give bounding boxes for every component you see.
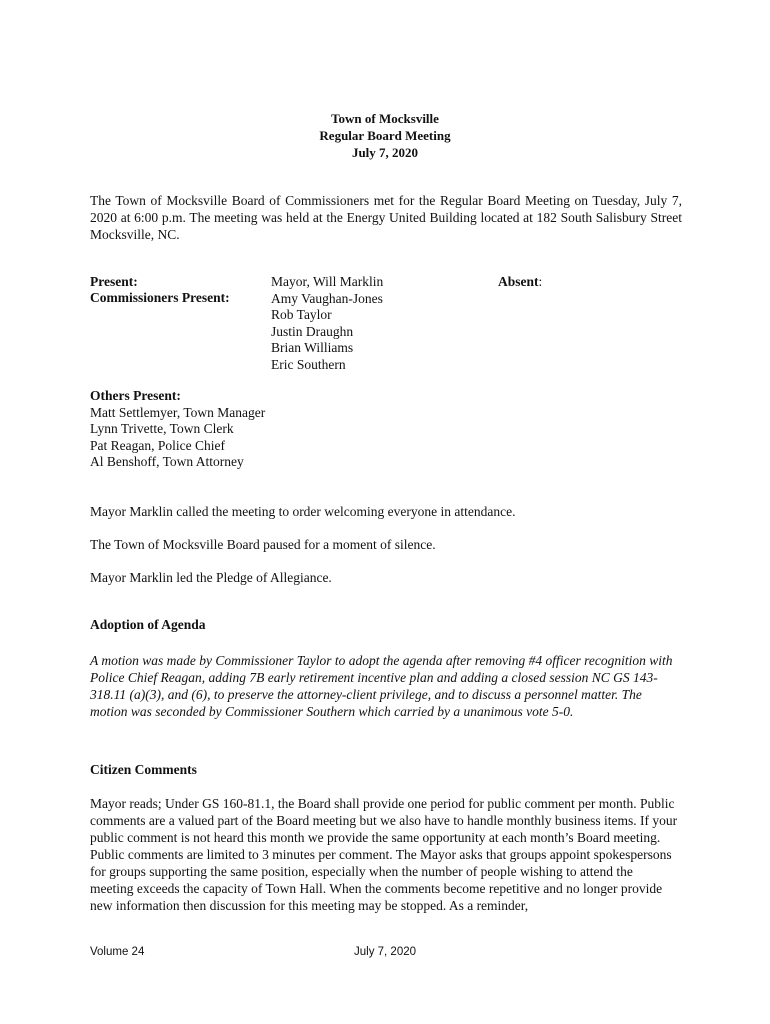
present-name: Brian Williams — [271, 340, 354, 355]
absent-colon: : — [538, 274, 543, 289]
citizen-comments-heading: Citizen Comments — [90, 762, 197, 777]
present-label: Present: — [90, 274, 138, 289]
others-name: Lynn Trivette, Town Clerk — [90, 421, 234, 436]
present-name: Mayor, Will Marklin — [271, 274, 384, 289]
town-name: Town of Mocksville — [331, 111, 439, 126]
agenda-motion: A motion was made by Commissioner Taylor to adopt the agenda after removing #4 officer recognition with Police Chief Reagan, adding 7B early retirement incentive plan and adding a closed session NC GS 143-318.11 (a)(3), and (6), to preserve the attorney-client privilege, and to discuss a personnel matter. The motion was seconded by Commissioner Southern which carried by a unanimous vote 5-0. — [90, 653, 673, 719]
present-name: Rob Taylor — [271, 307, 332, 322]
footer-date: July 7, 2020 — [354, 946, 417, 958]
document-header — [0, 110, 770, 161]
agenda-heading: Adoption of Agenda — [90, 617, 206, 632]
footer-volume: Volume 24 — [90, 946, 145, 958]
moment-of-silence: The Town of Mocksville Board paused for a moment of silence. — [90, 537, 436, 552]
present-name: Eric Southern — [271, 356, 346, 372]
absent-label-group — [498, 274, 542, 291]
others-name: Matt Settlemyer, Town Manager — [90, 404, 266, 420]
call-to-order: Mayor Marklin called the meeting to order welcoming everyone in attendance. — [90, 504, 516, 519]
citizen-comments-text: Mayor reads; Under GS 160-81.1, the Board shall provide one period for public comment per month. Public comments are a valued part of the Board meeting but we also have to handle monthly business items. If your public comment is not heard this month we provide the same opportunity at each month’s Board meeting. Public comments are limited to 3 minutes per comment. The Mayor asks that groups appoint spokespersons for groups supporting the same position, especially when the number of people wishing to attend the meeting exceeds the capacity of Town Hall. When the comments become repetitive and no longer provide new information then discussion for this meeting may be stopped. As a reminder, — [90, 796, 678, 913]
absent-label: Absent — [498, 274, 539, 289]
pledge-of-allegiance: Mayor Marklin led the Pledge of Allegiance. — [90, 570, 332, 585]
others-present-block — [90, 388, 265, 471]
present-name: Justin Draughn — [271, 323, 354, 339]
commissioners-present-label: Commissioners Present: — [90, 290, 230, 305]
present-name: Amy Vaughan-Jones — [271, 290, 383, 306]
meeting-type: Regular Board Meeting — [319, 128, 451, 143]
others-present-label: Others Present: — [90, 388, 181, 403]
intro-paragraph: The Town of Mocksville Board of Commissioners met for the Regular Board Meeting on Tuesday, July 7, 2020 at 6:00 p.m. The meeting was held at the Energy United Building located at 182 South Salisbury Street Mocksville, NC. — [90, 193, 682, 242]
others-name: Pat Reagan, Police Chief — [90, 437, 225, 453]
others-name: Al Benshoff, Town Attorney — [90, 454, 244, 469]
meeting-date: July 7, 2020 — [351, 145, 419, 160]
present-names-list — [271, 274, 383, 373]
